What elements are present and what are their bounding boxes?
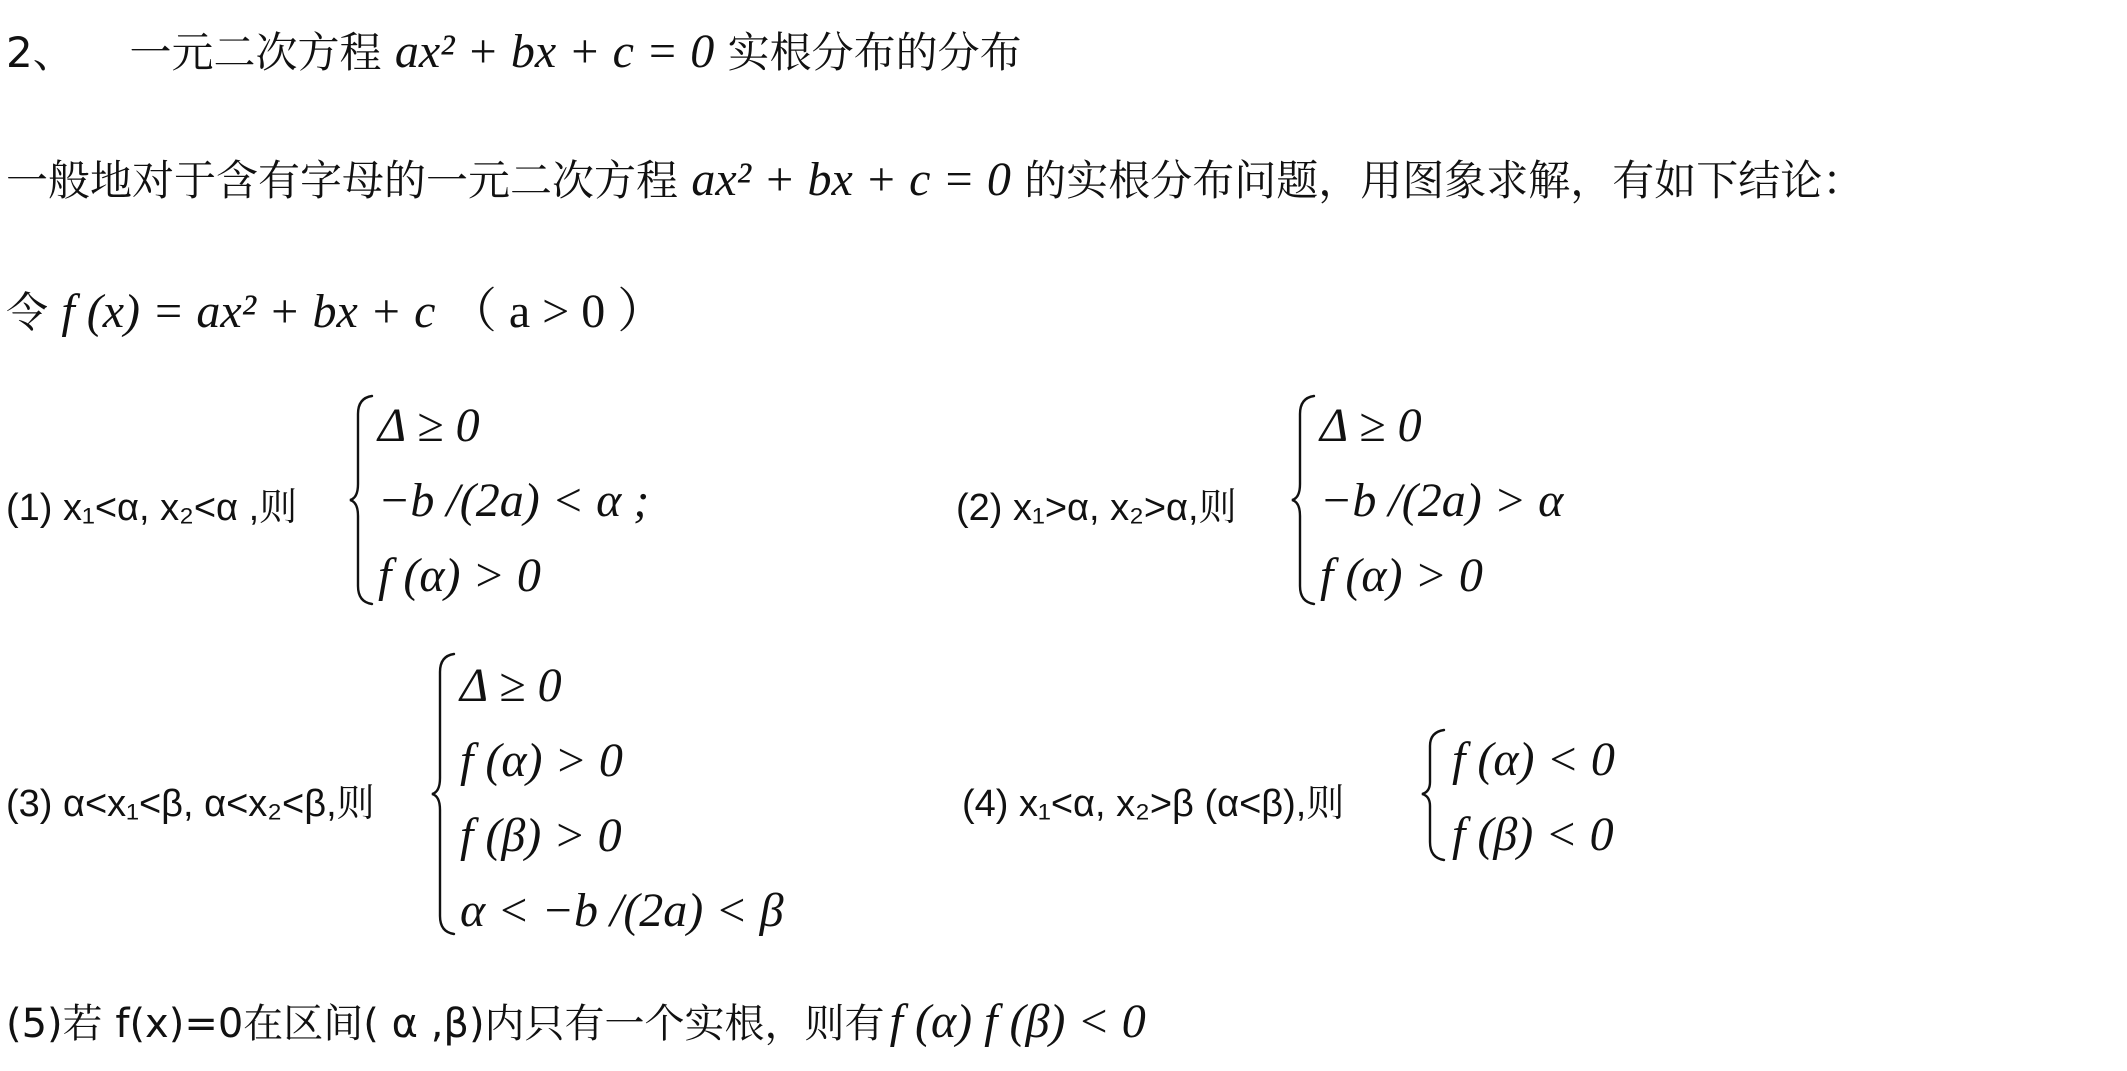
case3-brace xyxy=(430,650,460,940)
case1-cond-2: −b /(2a) < α ; xyxy=(378,474,650,527)
intro-line xyxy=(6,148,1864,208)
case4-cond-1: f (α) < 0 xyxy=(1452,733,1615,786)
case1-label: (1) x₁<α, x₂<α ,则 xyxy=(6,487,298,529)
case3-cond-2: f (α) > 0 xyxy=(460,734,623,787)
case4-label: (4) x₁<α, x₂>β (α<β),则 xyxy=(962,783,1345,825)
heading-equation: ax² + bx + c = 0 xyxy=(394,25,715,78)
case2-conditions xyxy=(1320,388,1563,613)
case1-cond-3: f (α) > 0 xyxy=(378,549,541,602)
heading-number: 2、 xyxy=(6,28,75,77)
case1-conditions xyxy=(378,388,649,613)
case5-prefix: (5)若 f(x)=0在区间( α ,β)内只有一个实根，则有 xyxy=(6,1001,885,1047)
heading-prefix: 一元二次方程 xyxy=(129,28,382,77)
intro-suffix: 的实根分布问题，用图象求解，有如下结论： xyxy=(1024,156,1865,205)
case2-cond-3: f (α) > 0 xyxy=(1320,549,1483,602)
case2-cond-2: −b /(2a) > α xyxy=(1320,474,1564,527)
case4-brace xyxy=(1420,726,1450,864)
heading-line xyxy=(6,20,1022,80)
case1-cond-1: Δ ≥ 0 xyxy=(378,399,480,452)
intro-equation: ax² + bx + c = 0 xyxy=(691,153,1011,206)
let-line xyxy=(6,272,665,341)
case3-cond-3: f (β) > 0 xyxy=(460,809,622,862)
case4-conditions xyxy=(1452,722,1615,872)
case2-brace xyxy=(1290,392,1320,608)
case3-label: (3) α<x₁<β, α<x₂<β,则 xyxy=(6,783,375,825)
case3-conditions xyxy=(460,648,784,948)
case4-cond-2: f (β) < 0 xyxy=(1452,808,1614,861)
case3-cond-1: Δ ≥ 0 xyxy=(460,659,562,712)
case3-cond-4: α < −b /(2a) < β xyxy=(460,884,784,937)
case2-label: (2) x₁>α, x₂>α,则 xyxy=(956,487,1237,529)
case1-brace xyxy=(348,392,378,608)
let-condition: （ a > 0 ） xyxy=(448,285,666,338)
case2-cond-1: Δ ≥ 0 xyxy=(1320,399,1422,452)
heading-suffix: 实根分布的分布 xyxy=(727,28,1022,77)
case5-equation: f (α) f (β) < 0 xyxy=(889,995,1146,1048)
case5-line xyxy=(6,992,1146,1049)
intro-prefix: 一般地对于含有字母的一元二次方程 xyxy=(6,156,679,205)
let-prefix: 令 xyxy=(6,288,49,337)
let-equation: f (x) = ax² + bx + c xyxy=(61,285,436,338)
